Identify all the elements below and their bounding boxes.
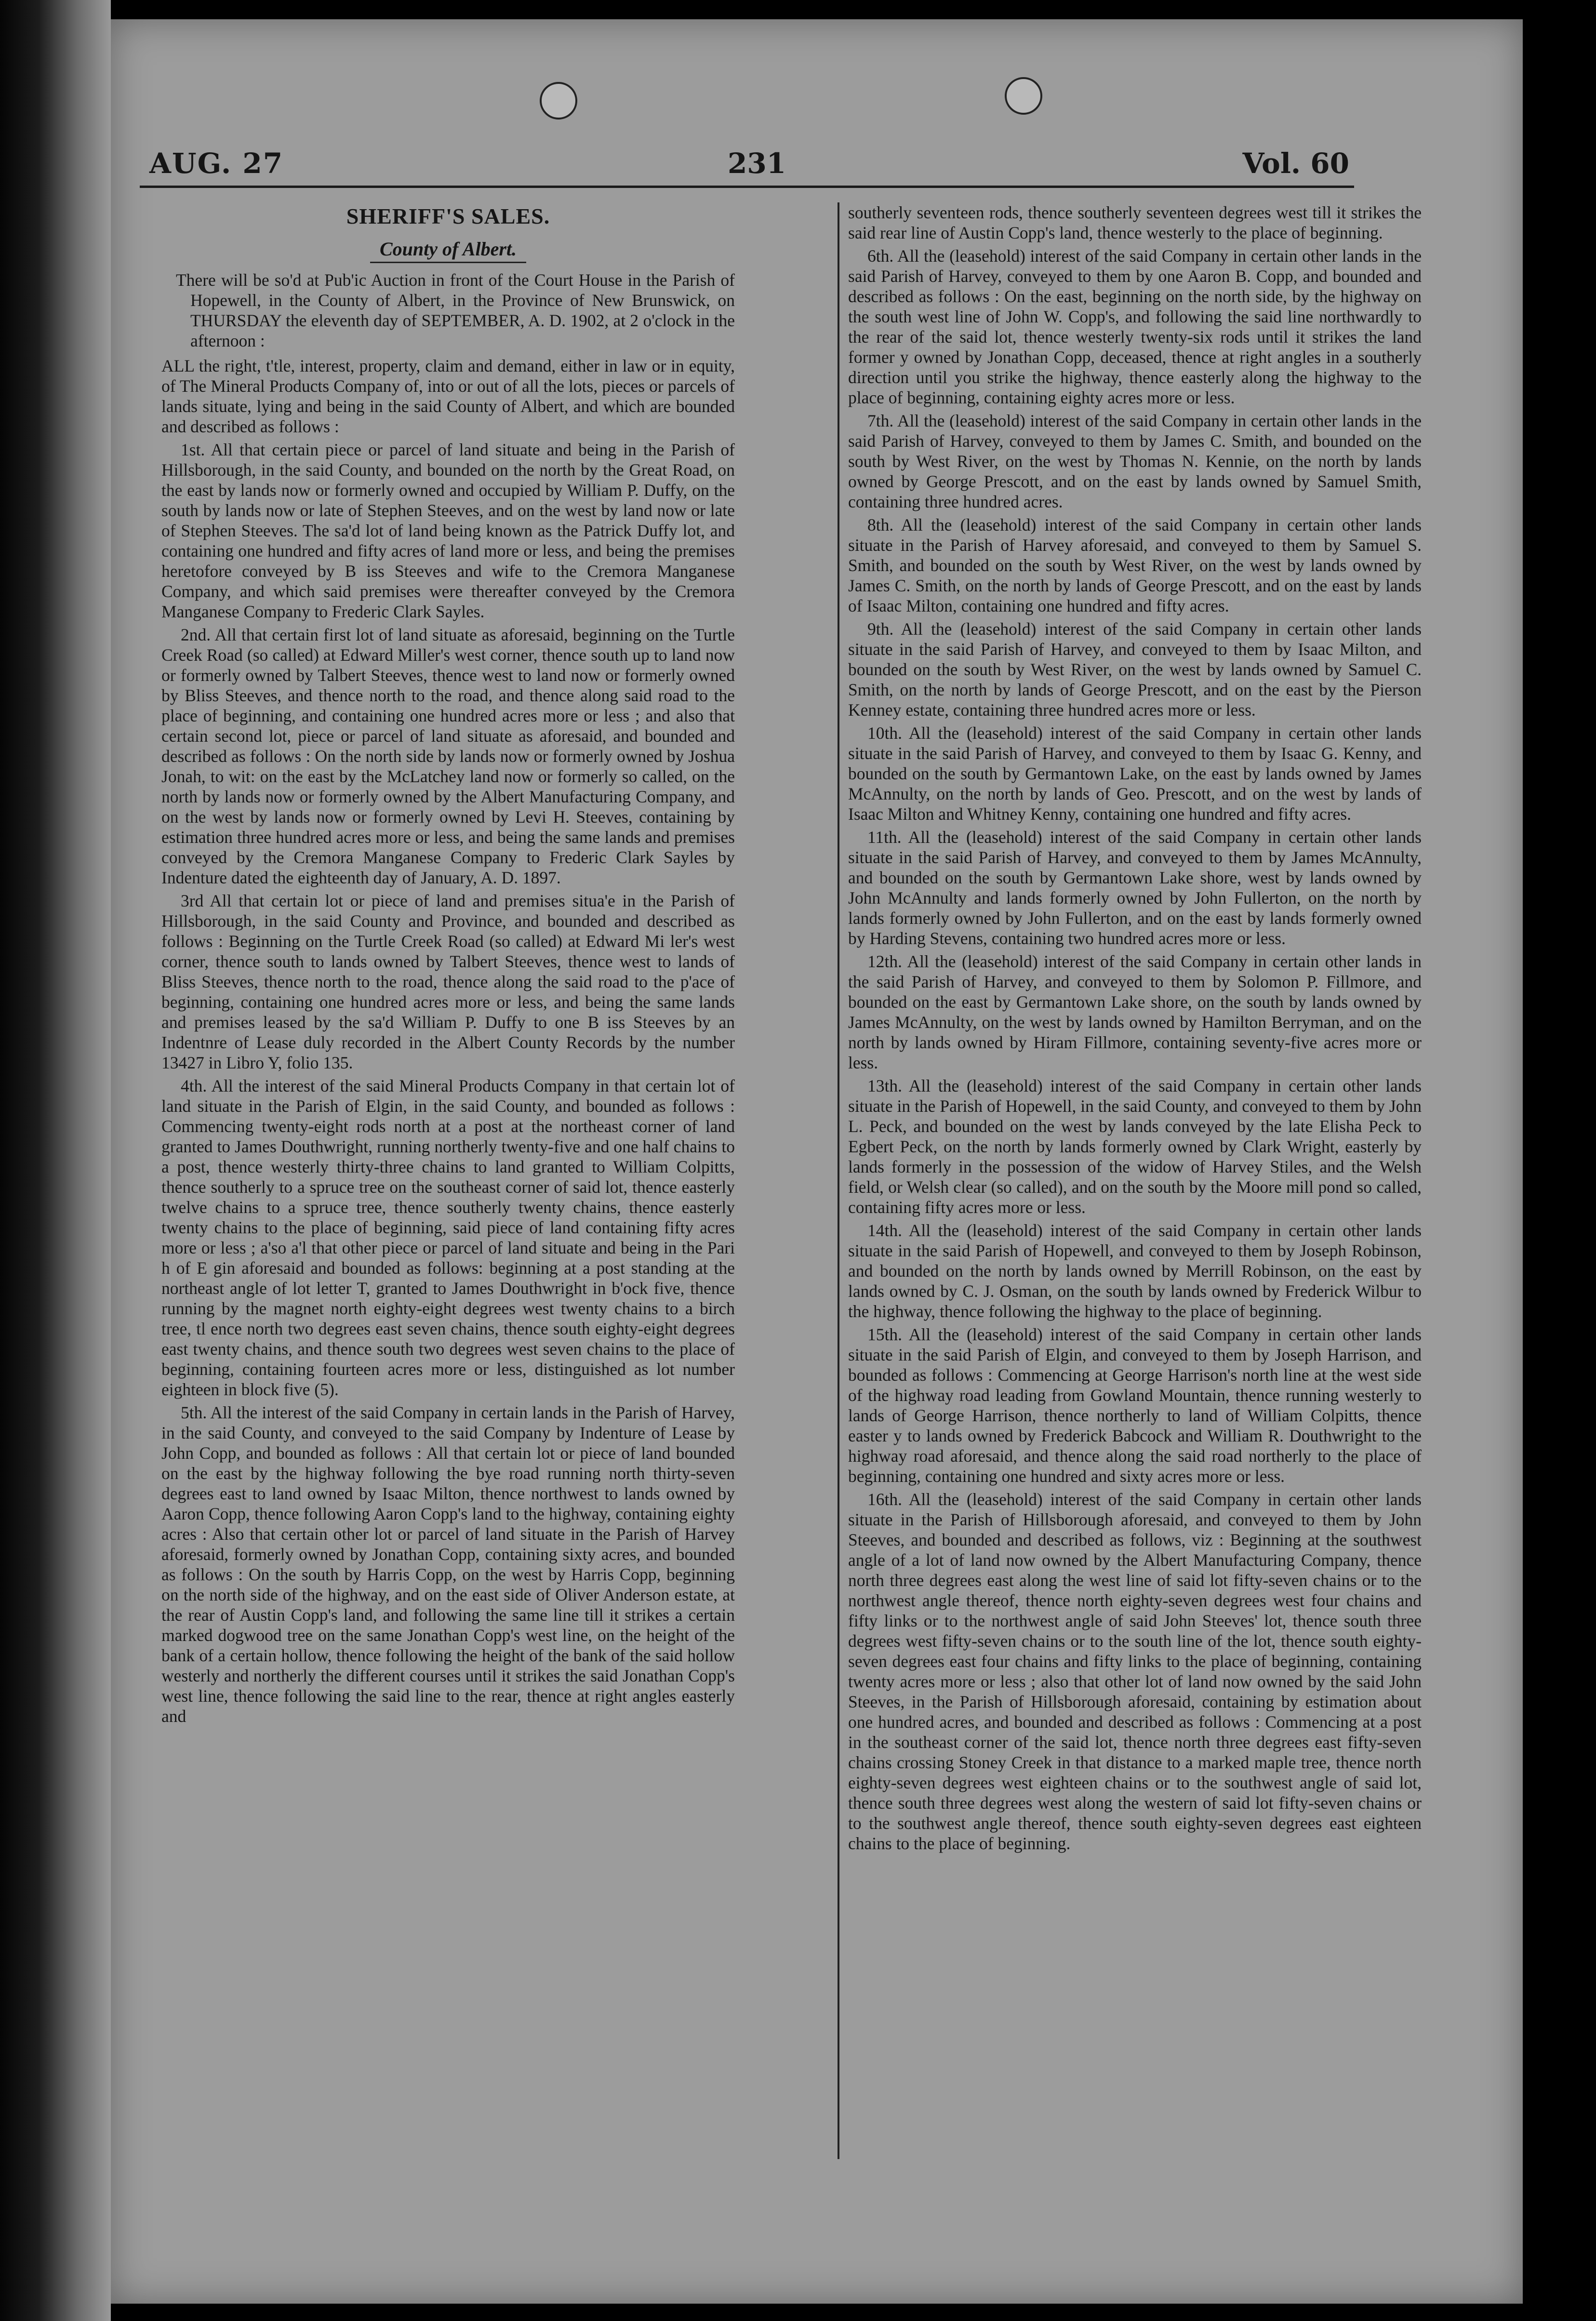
lot-paragraph-14: 14th. All the (leasehold) interest of the said Company in certain other lands situate in the said Parish of Hopewell, and conveyed to them by Joseph Robinson, and bounded on the north by lands owned by Merrill Robinson, on the east by lands owned by C. J. Osman, on the south by lands owned by Frederick Wilbur to the highway, thence following the highway to the place of beginning. [848, 1221, 1422, 1321]
lot-paragraph-12: 12th. All the (leasehold) interest of the said Company in certain other lands in the said Parish of Harvey, and conveyed to them by Solomon P. Fillmore, and bounded on the east by Germantown Lake shore, on the south by lands owned by James McAnnulty, on the west by lands owned by Hamilton Berryman, and on the north by lands owned by Hiram Fillmore, containing seventy-five acres more or less. [848, 952, 1422, 1072]
section-title: SHERIFF'S SALES. [346, 204, 550, 228]
lot-paragraph-1: 1st. All that certain piece or parcel of land situate and being in the Parish of Hillsborough, in the said County, and bounded on the north by the Great Road, on the east by lands now or formerly owned and occupied by William P. Duffy, on the south by lands now or late of Stephen Steeves, and on the west by land now or late of Stephen Steeves. The sa'd lot of land being known as the Patrick Duffy lot, and containing one hundred and fifty acres of land more or less, and being the premises heretofore conveyed by B iss Steeves and wife to the Cremora Manganese Company, and which said premises were thereafter conveyed by the Cremora Manganese Company to Frederic Clark Sayles. [161, 440, 735, 621]
intro-paragraph: ALL the right, t'tle, interest, property, claim and demand, either in law or in equity, of The Mineral Products Company of, into or out of all the lots, pieces or parcels of lands situate, lying and being in the said County of Albert, and which are bounded and described as follows : [161, 356, 735, 436]
lot-paragraph-15: 15th. All the (leasehold) interest of the said Company in certain other lands situate in the said Parish of Elgin, and conveyed to them by Joseph Harrison, and bounded as follows : Commencing at George Harrison's north line at the west side of the highway road leading from Gowland Mountain, thence running westerly to lands of George Harrison, thence northerly to land of William Colpitts, thence easter y to lands owned by Frederick Babcock and William R. Douthwright to the highway road aforesaid, and thence along the said road northerly to the place of beginning, containing one hundred and sixty acres more or less. [848, 1325, 1422, 1486]
lot-paragraph-6: 6th. All the (leasehold) interest of the said Company in certain other lands in the said Parish of Harvey, conveyed to them by one Aaron B. Copp, and bounded and described as follows : On the east, beginning on the north side, by the highway on the south west line of John W. Copp's, and following the said line northwardly to the rear of the said lot, thence westerly twenty-six rods until it strikes the land former y owned by Jonathan Copp, deceased, thence at right angles in a southerly direction until you strike the highway, thence easterly along the highway to the place of beginning, containing eighty acres more or less. [848, 246, 1422, 407]
lot-paragraph-13: 13th. All the (leasehold) interest of the said Company in certain other lands situate in the Parish of Hopewell, in the said County, and conveyed to them by John L. Peck, and bounded on the west by lands conveyed by the late Elisha Peck to Egbert Peck, on the north by lands formerly owned by Clark Wright, easterly by lands formerly in the possession of the widow of Harvey Stiles, and the Welsh field, or Welsh clear (so called), and on the south by the Moore mill pond so called, containing fifty acres more or less. [848, 1076, 1422, 1217]
punch-hole-left [540, 82, 577, 120]
county-label: County of Albert. [370, 238, 526, 263]
punch-hole-right [1005, 77, 1042, 115]
lot-paragraph-2: 2nd. All that certain first lot of land situate as aforesaid, beginning on the Turtle Creek Road (so called) at Edward Miller's west corner, thence south up to land now or formerly owned by Talbert Steeves, thence west to land now or formerly owned by Bliss Steeves, and thence north to the road, and thence along said road to the place of beginning, and containing one hundred acres more or less ; and also that certain second lot, piece or parcel of land situate as aforesaid, and bounded and described as follows : On the north side by lands now or formerly owned by Joshua Jonah, to wit: on the east by the McLatchey land now or formerly so called, on the north by lands now or formerly owned by the Albert Manufacturing Company, and on the west by lands now or formerly owned by Levi H. Steeves, containing by estimation three hundred acres more or less, and being the same lands and premises conveyed by the Cremora Manganese Company to Frederic Clark Sayles by Indenture dated the eighteenth day of January, A. D. 1897. [161, 625, 735, 887]
county-heading [161, 239, 735, 259]
page-header [140, 137, 1354, 188]
sale-notice: There will be so'd at Pub'ic Auction in front of the Court House in the Parish of Hopewell, in the County of Albert, in the Province of New Brunswick, on THURSDAY the eleventh day of SEPTEMBER, A. D. 1902, at 2 o'clock in the afternoon : [176, 270, 735, 350]
lot-paragraph-5: 5th. All the interest of the said Company in certain lands in the Parish of Harvey, in the said County, and conveyed to the said Company by Indenture of Lease by John Copp, and bounded as follows : All that certain lot or piece of land bounded on the east by the highway following the bye road running north thirty-seven degrees east to land owned by Isaac Milton, thence northwest to lands owned by Aaron Copp, thence following Aaron Copp's land to the highway, containing eighty acres : Also that certain other lot or parcel of land situate in the Parish of Harvey aforesaid, formerly owned by Jonathan Copp, containing sixty acres, and bounded as follows : On the south by Harris Copp, on the west by Harris Copp, beginning on the north side of the highway, and on the east side of Oliver Anderson estate, at the rear of Austin Copp's land, and following the same line till it strikes a certain marked dogwood tree on the same Jonathan Copp's west line, on the height of the bank of a certain hollow, thence following the height of the bank of the said hollow westerly and northerly the different courses until it strikes the said Jonathan Copp's west line, thence following the said line to the rear, thence at right angles easterly and [161, 1403, 735, 1726]
left-column [161, 202, 735, 2236]
lot-paragraph-10: 10th. All the (leasehold) interest of the said Company in certain other lands situate in the said Parish of Harvey, and conveyed to them by Isaac G. Kenny, and bounded on the south by Germantown Lake, on the east by lands owned by James McAnnulty, on the north by lands of Geo. Prescott, and on the west by lands of Isaac Milton and Whitney Kenny, containing one hundred and fifty acres. [848, 723, 1422, 824]
lot-paragraph-8: 8th. All the (leasehold) interest of the said Company in certain other lands situate in the Parish of Harvey aforesaid, and conveyed to them by Samuel S. Smith, and bounded on the south by West River, on the west by lands owned by James C. Smith, on the north by lands of George Prescott, and on the east by lands of Isaac Milton, containing one hundred and fifty acres. [848, 515, 1422, 615]
lot-paragraph-5-continued: southerly seventeen rods, thence southerly seventeen degrees west till it strikes the said rear line of Austin Copp's land, thence westerly to the place of beginning. [848, 203, 1422, 242]
page-number: 231 [728, 147, 786, 180]
lot-paragraph-3: 3rd All that certain lot or piece of land and premises situa'e in the Parish of Hillsborough, in the said County and Province, and bounded and described as follows : Beginning on the Turtle Creek Road (so called) at Edward Mi ler's west corner, thence south to lands owned by Talbert Steeves, thence west to lands of Bliss Steeves, thence north to the road, thence along the said road to the p'ace of beginning, containing one hundred acres more or less, and being the same lands and premises leased by the sa'd William P. Duffy to one B iss Steeves by an Indentnre of Lease duly recorded in the Albert County Records by the number 13427 in Libro Y, folio 135. [161, 891, 735, 1072]
lot-paragraph-16: 16th. All the (leasehold) interest of the said Company in certain other lands situate in the Parish of Hillsborough aforesaid, and conveyed to them by John Steeves, and bounded and described as follows, viz : Beginning at the southwest angle of a lot of land now owned by the Albert Manufacturing Company, thence north three degrees east along the west line of said lot fifty-seven chains or to the northwest angle thereof, thence north eighty-seven degrees west four chains and fifty links or to the northwest angle of said John Steeves' lot, thence south three degrees west fifty-seven chains or to the south line of the lot, thence south eighty-seven degrees east four chains and fifty links to the place of beginning, containing twenty acres more or less ; also that other lot of land now owned by the said John Steeves, in the Parish of Hillsborough aforesaid, containing by estimation about one hundred acres, and bounded and described as follows : Commencing at a post in the southeast corner of the said lot, thence north three degrees east fifty-seven chains crossing Stoney Creek in that distance to a marked maple tree, thence north eighty-seven degrees west eighteen chains or to the southwest angle of said lot, thence south three degrees west along the western of said lot fifty-seven chains or to the southwest angle thereof, thence south eighty-seven degrees east eighteen chains to the place of beginning. [848, 1490, 1422, 1853]
lot-paragraph-4: 4th. All the interest of the said Mineral Products Company in that certain lot of land situate in the Parish of Elgin, in the said County, and bounded as follows : Commencing twenty-eight rods north at a post at the northeast corner of land granted to James Douthwright, running northerly twenty-five and one half chains to a post, thence westerly thirty-three chains to land granted to William Colpitts, thence southerly to a spruce tree on the southeast corner of said lot, thence easterly twelve chains to a spruce tree, thence southerly twenty chains, thence easterly twenty chains to the place of beginning, said piece of land containing fifty acres more or less ; a'so a'l that other piece or parcel of land situate and being in the Pari h of E gin aforesaid and bounded as follows: beginning at a post standing at the northeast angle of lot letter T, granted to James Douthwright in b'ock five, thence running by the magnet north eighty-eight degrees west twenty chains to a birch tree, tl ence north two degrees east seven chains, thence south eighty-eight degrees east twenty chains, and thence south two degrees west seven chains to the place of beginning, containing fourteen acres more or less, distinguished as lot number eighteen in block five (5). [161, 1076, 735, 1399]
volume-number: Vol. 60 [1242, 147, 1349, 180]
header-date: AUG. 27 [149, 147, 284, 180]
right-column [848, 202, 1422, 2236]
column-divider [838, 202, 839, 2159]
lot-paragraph-11: 11th. All the (leasehold) interest of the said Company in certain other lands situate in the said Parish of Harvey, and conveyed to them by James McAnnulty, and bounded on the south by Germantown Lake shore, west by lands owned by John McAnnulty and lands formerly owned by John Fullerton, on the north by lands formerly owned by John Fullerton, and on the east by lands formerly owned by Harding Stevens, containing two hundred acres more or less. [848, 827, 1422, 948]
scan-binding-edge [0, 0, 111, 2321]
lot-paragraph-9: 9th. All the (leasehold) interest of the said Company in certain other lands situate in the said Parish of Harvey, and conveyed to them by Isaac Milton, and bounded on the south by West River, on the west by lands owned by Samuel C. Smith, on the north by lands of George Prescott, and on the east by the Pierson Kenney estate, containing three hundred acres more or less. [848, 619, 1422, 720]
lot-paragraph-7: 7th. All the (leasehold) interest of the said Company in certain other lands in the said Parish of Harvey, conveyed to them by James C. Smith, and bounded on the south by West River, on the west by Thomas N. Kennie, on the north by lands owned by George Prescott, and on the east by lands owned by Samuel Smith, containing three hundred acres. [848, 411, 1422, 511]
